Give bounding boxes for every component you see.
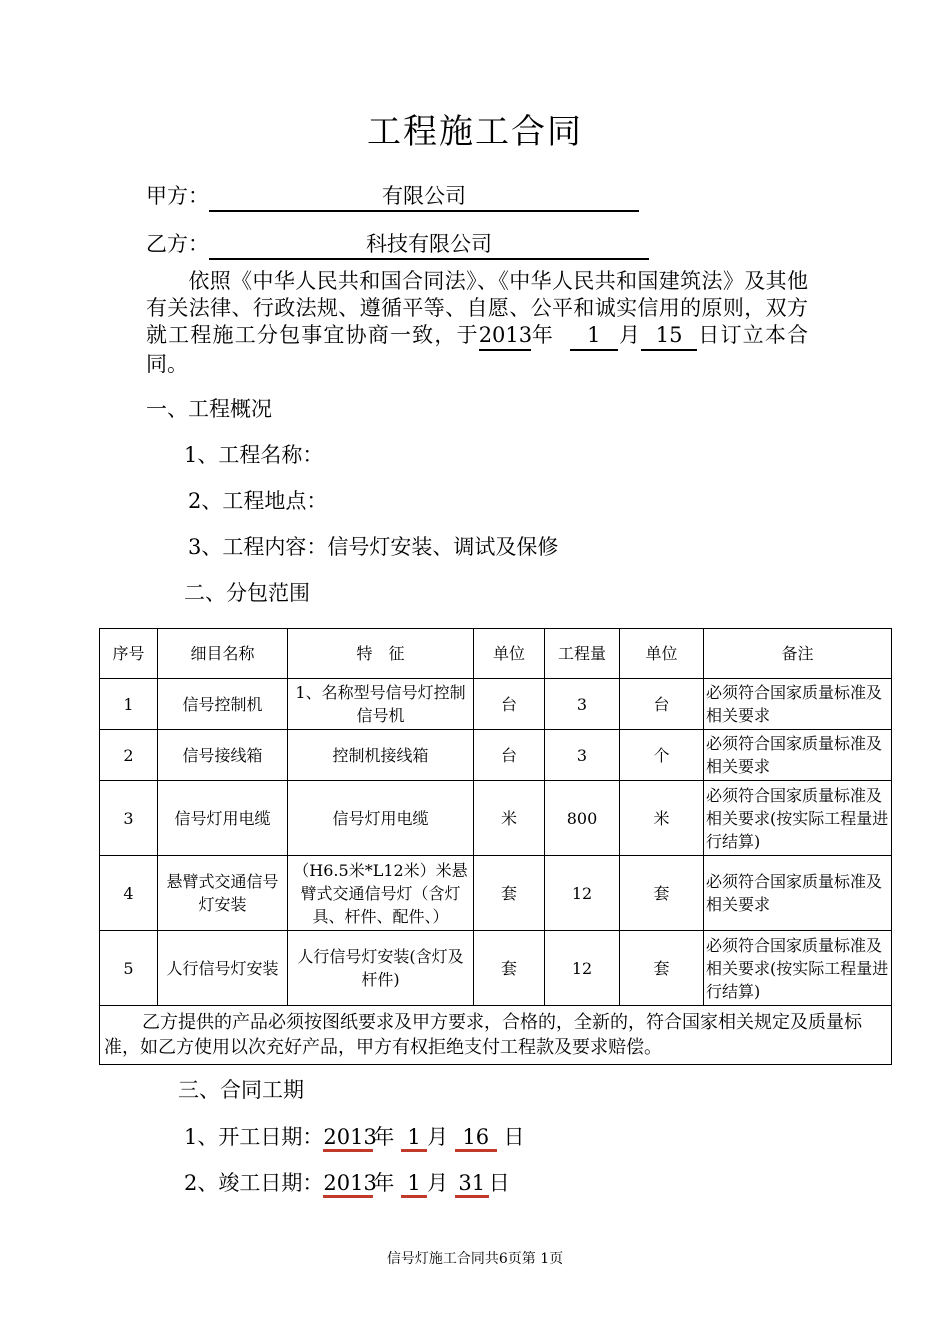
party-a-row — [146, 180, 639, 212]
start-year: 2013 — [323, 1125, 373, 1152]
table-cell: 12 — [545, 856, 620, 931]
table-cell: 3 — [100, 781, 158, 856]
intro-year: 2013 — [479, 322, 531, 351]
header-cell: 特 征 — [288, 629, 474, 679]
start-date-row — [184, 1121, 524, 1152]
project-location-label: 2、工程地点： — [188, 489, 328, 513]
intro-tail: 日订立本合同。 — [146, 323, 809, 376]
party-a-label: 甲方： — [146, 184, 209, 208]
table-cell: 4 — [100, 856, 158, 931]
end-date-row — [184, 1167, 510, 1198]
party-a-value: 有限公司 — [209, 180, 639, 212]
start-day-unit: 日 — [503, 1125, 525, 1149]
table-cell: 人行信号灯安装 — [158, 931, 288, 1006]
table-cell: 必须符合国家质量标准及相关要求 — [704, 679, 892, 730]
end-date-label: 2、竣工日期： — [184, 1171, 324, 1195]
intro-day: 15 — [641, 322, 697, 351]
header-cell: 单位 — [620, 629, 704, 679]
table-header-row — [100, 629, 892, 679]
table-footnote-text: 乙方提供的产品必须按图纸要求及甲方要求，合格的，全新的，符合国家相关规定及质量标准，如乙方使用以次充好产品，甲方有权拒绝支付工程款及要求赔偿。 — [104, 1012, 862, 1058]
table-cell: 3 — [545, 679, 620, 730]
scope-table — [99, 628, 892, 1065]
table-cell: 控制机接线箱 — [288, 730, 474, 781]
end-year-unit: 年 — [373, 1171, 395, 1195]
section3-heading: 三、合同工期 — [178, 1078, 304, 1102]
table-cell: 台 — [474, 730, 545, 781]
intro-month-unit: 月 — [617, 323, 642, 347]
table-row — [100, 781, 892, 856]
table-cell: 套 — [474, 856, 545, 931]
table-cell: 悬臂式交通信号灯安装 — [158, 856, 288, 931]
table-cell: 3 — [545, 730, 620, 781]
end-day-unit: 日 — [488, 1171, 510, 1195]
table-cell: 信号灯用电缆 — [288, 781, 474, 856]
table-footnote — [100, 1006, 892, 1065]
table-row — [100, 679, 892, 730]
party-b-label: 乙方： — [146, 232, 209, 256]
end-month-unit: 月 — [427, 1171, 449, 1195]
table-row — [100, 856, 892, 931]
end-year: 2013 — [323, 1171, 373, 1198]
intro-year-unit: 年 — [530, 323, 555, 347]
project-name-label: 1、工程名称： — [184, 443, 324, 467]
table-cell: 1、名称型号信号灯控制信号机 — [288, 679, 474, 730]
table-cell: 套 — [620, 856, 704, 931]
table-cell: 台 — [620, 679, 704, 730]
table-cell: 1 — [100, 679, 158, 730]
party-b-row — [146, 228, 649, 260]
header-cell: 备注 — [704, 629, 892, 679]
table-cell: 必须符合国家质量标准及相关要求(按实际工程量进行结算) — [704, 931, 892, 1006]
table-cell: 个 — [620, 730, 704, 781]
start-year-unit: 年 — [373, 1125, 395, 1149]
party-b-value: 科技有限公司 — [209, 228, 649, 260]
section2-heading: 二、分包范围 — [184, 581, 310, 605]
table-cell: 12 — [545, 931, 620, 1006]
table-cell: 信号控制机 — [158, 679, 288, 730]
table-cell: 必须符合国家质量标准及相关要求 — [704, 730, 892, 781]
end-month: 1 — [401, 1171, 427, 1198]
table-cell: 台 — [474, 679, 545, 730]
start-day: 16 — [455, 1125, 497, 1152]
document-title: 工程施工合同 — [367, 112, 583, 152]
table-footnote-row — [100, 1006, 892, 1065]
start-month-unit: 月 — [427, 1125, 449, 1149]
table-row — [100, 730, 892, 781]
table-cell: 800 — [545, 781, 620, 856]
table-cell: 人行信号灯安装(含灯及杆件) — [288, 931, 474, 1006]
table-cell: 米 — [474, 781, 545, 856]
table-row — [100, 931, 892, 1006]
table-cell: 信号灯用电缆 — [158, 781, 288, 856]
table-cell: 必须符合国家质量标准及相关要求 — [704, 856, 892, 931]
intro-paragraph — [146, 268, 808, 378]
end-day: 31 — [455, 1171, 489, 1198]
table-cell: 米 — [620, 781, 704, 856]
header-cell: 细目名称 — [158, 629, 288, 679]
intro-month: 1 — [570, 322, 618, 351]
table-cell: 2 — [100, 730, 158, 781]
table-cell: 5 — [100, 931, 158, 1006]
header-cell: 单位 — [474, 629, 545, 679]
start-date-label: 1、开工日期： — [184, 1125, 324, 1149]
table-cell: （H6.5米*L12米）米悬臂式交通信号灯（含灯具、杆件、配件、） — [288, 856, 474, 931]
start-month: 1 — [401, 1125, 427, 1152]
intro-text: 依照《中华人民共和国合同法》、《中华人民共和国建筑法》及其他有关法律、行政法规、遵循平等、自愿、公平和诚实信用的原则，双方就工程施工分包事宜协商一致，于 — [146, 269, 808, 347]
table-cell: 套 — [620, 931, 704, 1006]
table-cell: 信号接线箱 — [158, 730, 288, 781]
table-cell: 必须符合国家质量标准及相关要求(按实际工程量进行结算) — [704, 781, 892, 856]
section1-heading: 一、工程概况 — [146, 397, 272, 421]
project-content-label: 3、工程内容：信号灯安装、调试及保修 — [188, 535, 559, 559]
header-cell: 序号 — [100, 629, 158, 679]
table-cell: 套 — [474, 931, 545, 1006]
header-cell: 工程量 — [545, 629, 620, 679]
page-footer: 信号灯施工合同共6页第 1页 — [386, 1251, 564, 1267]
